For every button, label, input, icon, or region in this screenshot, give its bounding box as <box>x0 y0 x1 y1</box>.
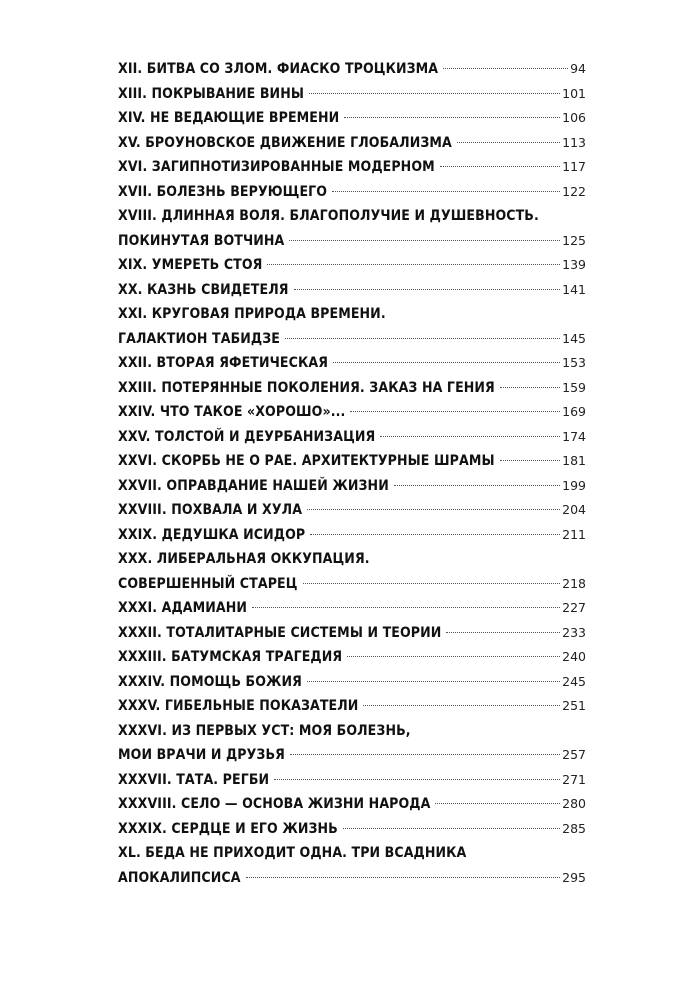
toc-entry <box>118 670 586 695</box>
dot-leader <box>440 166 560 167</box>
dot-leader <box>294 289 561 290</box>
toc-entry-title: XXIX. ДЕДУШКА ИСИДОР <box>118 526 306 543</box>
toc-entry-title: XXXIII. БАТУМСКАЯ ТРАГЕДИЯ <box>118 649 343 665</box>
dot-leader <box>363 705 560 706</box>
toc-entry-page-number: 174 <box>562 428 586 444</box>
toc-entry-page-number: 101 <box>562 85 586 101</box>
toc-entry <box>118 106 586 131</box>
toc-entry <box>118 768 586 793</box>
toc-entry-page-number: 251 <box>562 698 586 713</box>
toc-entry <box>118 302 586 327</box>
dot-leader <box>252 607 560 608</box>
toc-entry <box>118 817 586 842</box>
toc-entry-page-number: 240 <box>562 649 586 664</box>
dot-leader <box>289 240 560 241</box>
toc-entry <box>118 792 586 817</box>
toc-entry <box>118 253 586 278</box>
toc-entry-title: XVIII. ДЛИННАЯ ВОЛЯ. БЛАГОПОЛУЧИЕ И ДУШЕВНОСТЬ. <box>118 208 539 224</box>
toc-entry-title: XV. БРОУНОВСКОЕ ДВИЖЕНИЕ ГЛОБАЛИЗМА <box>118 134 452 151</box>
toc-entry-page-number: 94 <box>570 61 586 76</box>
toc-entry <box>118 498 586 523</box>
toc-entry-page-number: 113 <box>562 134 586 150</box>
dot-leader <box>443 68 568 69</box>
toc-entry-title: АПОКАЛИПСИСА <box>118 869 241 886</box>
dot-leader <box>446 632 560 633</box>
toc-entry <box>118 449 586 474</box>
toc-entry-page-number: 139 <box>562 257 586 272</box>
toc-entry <box>118 57 586 82</box>
dot-leader <box>246 877 561 878</box>
toc-entry-title: XIX. УМЕРЕТЬ СТОЯ <box>118 257 263 273</box>
dot-leader <box>310 534 560 535</box>
toc-entry <box>118 155 586 180</box>
dot-leader <box>303 583 561 584</box>
toc-entry-page-number: 181 <box>562 453 586 468</box>
dot-leader <box>394 485 560 486</box>
toc-entry <box>118 278 586 303</box>
toc-entry <box>118 621 586 646</box>
toc-entry <box>118 841 586 866</box>
toc-entry <box>118 204 586 229</box>
toc-entry-page-number: 285 <box>562 820 586 836</box>
toc-entry-title: XXXVIII. СЕЛО — ОСНОВА ЖИЗНИ НАРОДА <box>118 796 431 812</box>
toc-entry <box>118 425 586 450</box>
toc-entry-title: XXXV. ГИБЕЛЬНЫЕ ПОКАЗАТЕЛИ <box>118 698 359 714</box>
dot-leader <box>347 656 560 657</box>
toc-entry <box>118 474 586 499</box>
toc-entry <box>118 82 586 107</box>
dot-leader <box>333 362 560 363</box>
table-of-contents <box>118 57 586 890</box>
toc-entry-page-number: 106 <box>562 110 586 125</box>
toc-entry <box>118 400 586 425</box>
toc-entry-page-number: 218 <box>562 575 586 591</box>
toc-entry-page-number: 245 <box>562 673 586 689</box>
dot-leader <box>285 338 560 339</box>
toc-entry-title: XIV. НЕ ВЕДАЮЩИЕ ВРЕМЕНИ <box>118 110 340 126</box>
toc-entry-title: XXIII. ПОТЕРЯННЫЕ ПОКОЛЕНИЯ. ЗАКАЗ НА ГЕНИЯ <box>118 379 495 396</box>
dot-leader <box>332 191 560 192</box>
toc-entry-title: ПОКИНУТАЯ ВОТЧИНА <box>118 232 285 249</box>
toc-entry-title: ГАЛАКТИОН ТАБИДЗЕ <box>118 330 280 347</box>
toc-entry-title: XVI. ЗАГИПНОТИЗИРОВАННЫЕ МОДЕРНОМ <box>118 159 435 175</box>
toc-entry <box>118 523 586 548</box>
toc-entry-page-number: 141 <box>562 281 586 297</box>
toc-entry <box>118 376 586 401</box>
toc-entry <box>118 180 586 205</box>
toc-entry-page-number: 122 <box>562 183 586 199</box>
toc-entry-title: XVII. БОЛЕЗНЬ ВЕРУЮЩЕГО <box>118 183 328 200</box>
toc-entry-title: XXXVII. ТАТА. РЕГБИ <box>118 771 270 788</box>
toc-entry-page-number: 153 <box>562 355 586 370</box>
toc-entry-page-number: 204 <box>562 502 586 517</box>
toc-entry-page-number: 125 <box>562 232 586 248</box>
toc-entry-page-number: 227 <box>562 600 586 615</box>
toc-entry-title: XXXII. ТОТАЛИТАРНЫЕ СИСТЕМЫ И ТЕОРИИ <box>118 624 442 641</box>
toc-entry-page-number: 211 <box>562 526 586 542</box>
toc-entry-page-number: 257 <box>562 747 586 762</box>
dot-leader <box>344 117 560 118</box>
toc-entry <box>118 719 586 744</box>
dot-leader <box>307 509 560 510</box>
toc-entry-title: СОВЕРШЕННЫЙ СТАРЕЦ <box>118 575 298 592</box>
dot-leader <box>267 264 560 265</box>
toc-entry <box>118 229 586 254</box>
toc-entry <box>118 743 586 768</box>
toc-entry-title: XXVII. ОПРАВДАНИЕ НАШЕЙ ЖИЗНИ <box>118 477 389 494</box>
dot-leader <box>500 387 560 388</box>
toc-entry-page-number: 295 <box>562 869 586 885</box>
toc-entry <box>118 596 586 621</box>
toc-entry-title: XXVI. СКОРБЬ НЕ О РАЕ. АРХИТЕКТУРНЫЕ ШРАМЫ <box>118 453 495 469</box>
dot-leader <box>435 803 560 804</box>
toc-entry-page-number: 169 <box>562 404 586 419</box>
toc-entry-page-number: 280 <box>562 796 586 811</box>
toc-entry-title: XXXVI. ИЗ ПЕРВЫХ УСТ: МОЯ БОЛЕЗНЬ, <box>118 722 411 739</box>
toc-entry-page-number: 233 <box>562 624 586 640</box>
toc-entry-title: XII. БИТВА СО ЗЛОМ. ФИАСКО ТРОЦКИЗМА <box>118 61 439 77</box>
dot-leader <box>500 460 561 461</box>
toc-entry <box>118 694 586 719</box>
toc-entry <box>118 866 586 891</box>
toc-entry-title: XXXI. АДАМИАНИ <box>118 600 248 616</box>
toc-entry-title: XXVIII. ПОХВАЛА И ХУЛА <box>118 502 303 518</box>
toc-entry-title: XL. БЕДА НЕ ПРИХОДИТ ОДНА. ТРИ ВСАДНИКА <box>118 845 467 861</box>
dot-leader <box>380 436 560 437</box>
toc-entry-title: XX. КАЗНЬ СВИДЕТЕЛЯ <box>118 281 289 298</box>
toc-entry-page-number: 199 <box>562 477 586 493</box>
toc-entry-title: XXX. ЛИБЕРАЛЬНАЯ ОККУПАЦИЯ. <box>118 551 370 567</box>
dot-leader <box>274 779 560 780</box>
dot-leader <box>307 681 560 682</box>
toc-entry-title: XXXIV. ПОМОЩЬ БОЖИЯ <box>118 673 302 690</box>
toc-entry <box>118 645 586 670</box>
toc-entry-title: XXV. ТОЛСТОЙ И ДЕУРБАНИЗАЦИЯ <box>118 428 376 445</box>
toc-entry-page-number: 159 <box>562 379 586 395</box>
toc-entry <box>118 327 586 352</box>
toc-entry <box>118 572 586 597</box>
toc-entry-title: XIII. ПОКРЫВАНИЕ ВИНЫ <box>118 85 304 102</box>
toc-entry-page-number: 117 <box>562 159 586 174</box>
toc-entry-page-number: 145 <box>562 330 586 346</box>
toc-entry-page-number: 271 <box>562 771 586 787</box>
toc-entry <box>118 351 586 376</box>
dot-leader <box>290 754 560 755</box>
dot-leader <box>350 411 560 412</box>
toc-entry <box>118 131 586 156</box>
toc-entry <box>118 547 586 572</box>
dot-leader <box>343 828 560 829</box>
dot-leader <box>309 93 560 94</box>
toc-entry-title: XXI. КРУГОВАЯ ПРИРОДА ВРЕМЕНИ. <box>118 306 386 322</box>
toc-entry-title: XXII. ВТОРАЯ ЯФЕТИЧЕСКАЯ <box>118 355 329 371</box>
dot-leader <box>457 142 560 143</box>
toc-entry-title: XXXIX. СЕРДЦЕ И ЕГО ЖИЗНЬ <box>118 820 338 837</box>
toc-entry-title: XXIV. ЧТО ТАКОЕ «ХОРОШО»... <box>118 404 346 420</box>
toc-entry-title: МОИ ВРАЧИ И ДРУЗЬЯ <box>118 747 285 763</box>
